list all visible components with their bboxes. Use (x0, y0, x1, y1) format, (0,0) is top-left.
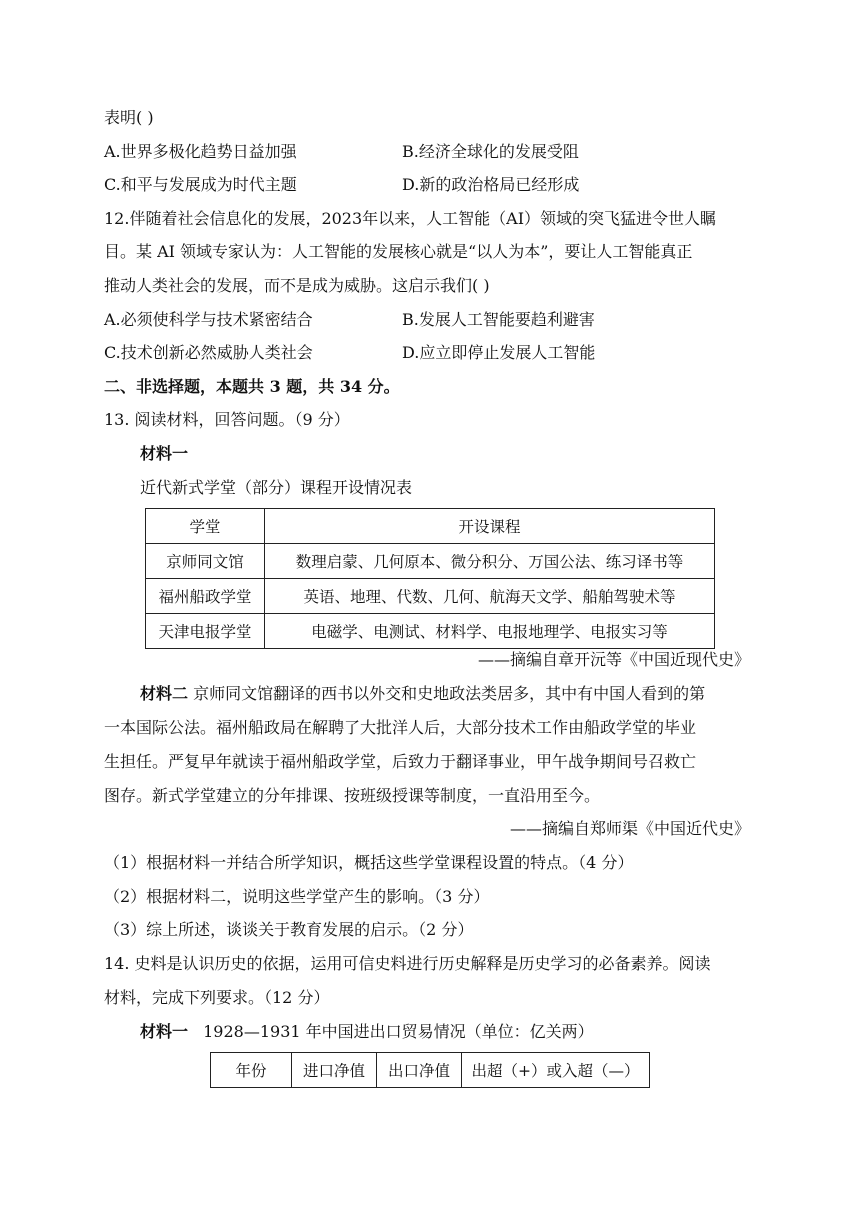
table-header-row (211, 1053, 650, 1088)
q13-question-1: （1）根据材料一并结合所学知识，概括这些学堂课程设置的特点。（4 分） (104, 853, 634, 872)
q13-stem: 13. 阅读材料，回答问题。（9 分） (104, 410, 350, 429)
table-header-row (146, 509, 715, 544)
table-row (146, 614, 715, 649)
q13-material-2-label: 材料二 (140, 684, 189, 703)
q14-trade-table (210, 1052, 650, 1088)
q14-material-1-title: 1928—1931 年中国进出口贸易情况（单位：亿关两） (203, 1022, 594, 1041)
q11-stem-tail: 表明( ) (104, 108, 154, 127)
q13-material-2-line-3: 生担任。严复早年就读于福州船政学堂，后致力于翻译事业，甲午战争期间号召救亡 (104, 752, 697, 771)
q14-material-1-line (140, 1020, 594, 1044)
table-header-cell: 学堂 (146, 509, 265, 544)
q12-option-c: C.技术创新必然威胁人类社会 (104, 343, 313, 362)
table-cell: 数理启蒙、几何原本、微分积分、万国公法、练习译书等 (265, 544, 715, 579)
q13-material-2-line-4: 图存。新式学堂建立的分年排课、按班级授课等制度，一直沿用至今。 (104, 786, 601, 805)
q13-material-2-text: 京师同文馆翻译的西书以外交和史地政法类居多，其中有中国人看到的第 (193, 684, 706, 703)
q13-material-1-source: ——摘编自章开沅等《中国近现代史》 (477, 650, 750, 669)
table-header-cell: 开设课程 (265, 509, 715, 544)
q13-table-title: 近代新式学堂（部分）课程开设情况表 (140, 478, 413, 497)
q13-material-1-label: 材料一 (140, 444, 189, 463)
q13-material-2-line-1 (140, 682, 705, 706)
q13-course-table (145, 508, 715, 649)
table-header-cell: 年份 (211, 1053, 292, 1088)
q13-question-2: （2）根据材料二，说明这些学堂产生的影响。（3 分） (104, 887, 490, 906)
table-cell: 天津电报学堂 (146, 614, 265, 649)
q12-stem-line-3: 推动人类社会的发展，而不是成为威胁。这启示我们( ) (104, 276, 490, 295)
q12-stem-line-2: 目。某 AI 领域专家认为：人工智能的发展核心就是“以人为本”，要让人工智能真正 (104, 242, 693, 261)
q12-option-d: D.应立即停止发展人工智能 (402, 343, 596, 362)
table-cell: 电磁学、电测试、材料学、电报地理学、电报实习等 (265, 614, 715, 649)
q13-material-2-source: ——摘编自郑师渠《中国近代史》 (509, 819, 750, 838)
table-cell: 英语、地理、代数、几何、航海天文学、船舶驾驶术等 (265, 579, 715, 614)
table-row (146, 579, 715, 614)
section-2-heading: 二、非选择题，本题共 3 题，共 34 分。 (104, 377, 400, 396)
table-header-cell: 出超（+）或入超（—） (462, 1053, 650, 1088)
q12-option-b: B.发展人工智能要趋利避害 (402, 310, 595, 329)
q13-question-3: （3）综上所述，谈谈关于教育发展的启示。（2 分） (104, 920, 474, 939)
q14-stem-line-2: 材料，完成下列要求。（12 分） (104, 988, 330, 1007)
q11-option-c: C.和平与发展成为时代主题 (104, 175, 297, 194)
table-cell: 京师同文馆 (146, 544, 265, 579)
q13-material-2-line-2: 一本国际公法。福州船政局在解聘了大批洋人后，大部分技术工作由船政学堂的毕业 (104, 718, 697, 737)
q12-option-a: A.必须使科学与技术紧密结合 (104, 310, 313, 329)
table-header-cell: 进口净值 (292, 1053, 377, 1088)
table-row (146, 544, 715, 579)
q12-stem-line-1: 12.伴随着社会信息化的发展，2023年以来，人工智能（AI）领域的突飞猛进令世人瞩 (104, 209, 717, 228)
q11-option-d: D.新的政治格局已经形成 (402, 175, 580, 194)
table-header-cell: 出口净值 (377, 1053, 462, 1088)
q14-stem-line-1: 14. 史料是认识历史的依据，运用可信史料进行历史解释是历史学习的必备素养。阅读 (104, 954, 711, 973)
table-cell: 福州船政学堂 (146, 579, 265, 614)
q14-material-1-label: 材料一 (140, 1022, 189, 1041)
q11-option-a: A.世界多极化趋势日益加强 (104, 142, 297, 161)
q11-option-b: B.经济全球化的发展受阻 (402, 142, 579, 161)
